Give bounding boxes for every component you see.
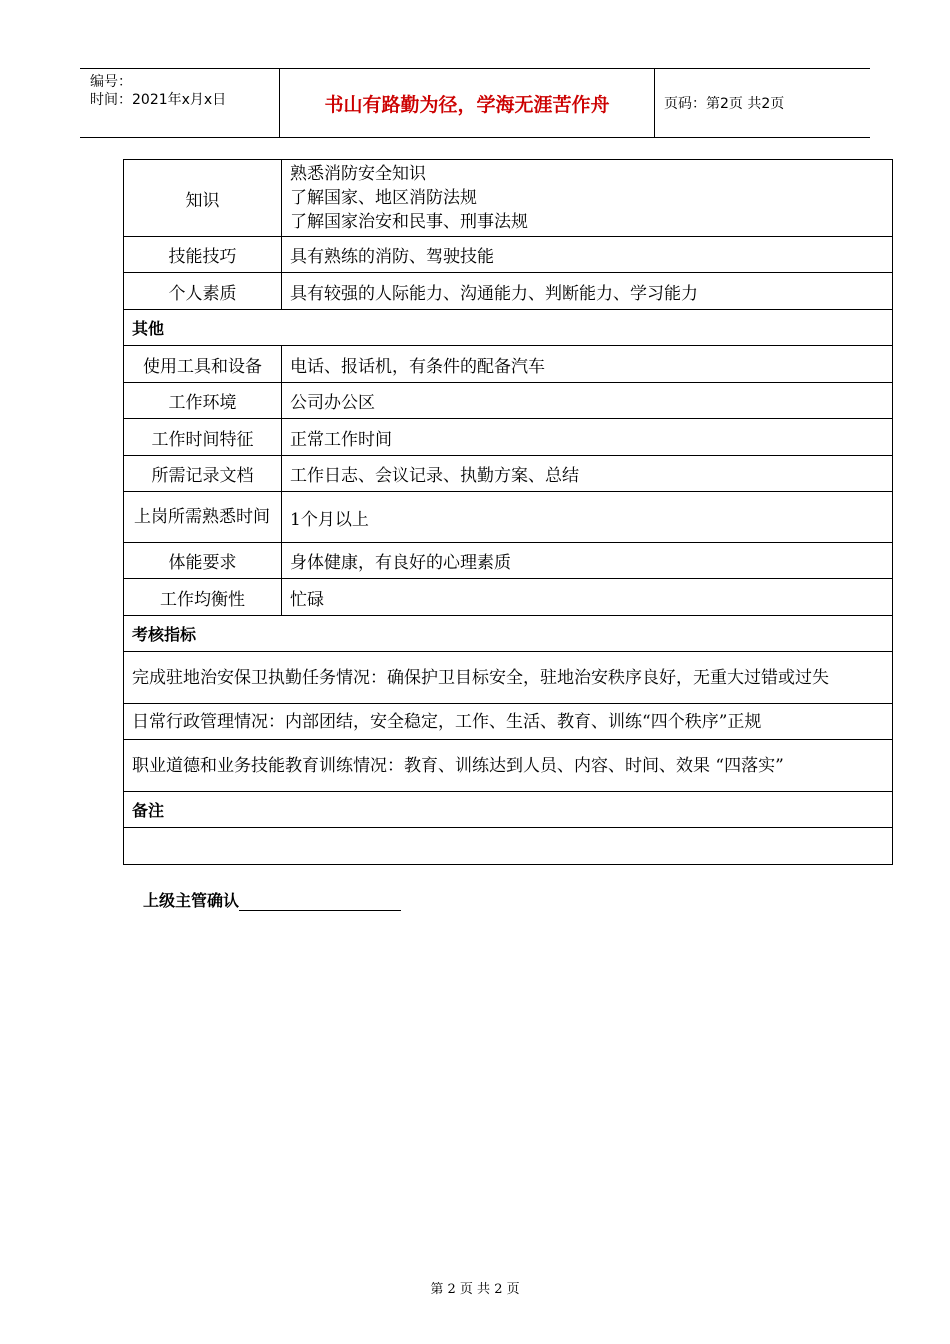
environment-value: 公司办公区 <box>282 383 893 419</box>
knowledge-line: 了解国家、地区消防法规 <box>290 188 477 208</box>
row-physical <box>124 543 893 579</box>
supervisor-confirmation <box>143 888 401 911</box>
number-label: 编号： <box>90 74 132 90</box>
tools-value: 电话、报话机，有条件的配备汽车 <box>282 346 893 383</box>
header-page-info: 页码：第2页 共2页 <box>664 96 785 112</box>
page-footer: 第 2 页 共 2 页 <box>430 1282 520 1297</box>
signature-line[interactable] <box>239 892 401 911</box>
assessment-text: 完成驻地治安保卫执勤任务情况：确保护卫目标安全，驻地治安秩序良好，无重大过错或过失 <box>124 652 893 704</box>
knowledge-value <box>282 160 893 237</box>
physical-label: 体能要求 <box>124 543 282 579</box>
supervisor-label: 上级主管确认 <box>143 891 240 910</box>
section-other <box>124 310 893 346</box>
section-assessment <box>124 616 893 652</box>
assessment-item <box>124 704 893 740</box>
row-balance <box>124 579 893 616</box>
assessment-text: 职业道德和业务技能教育训练情况：教育、训练达到人员、内容、时间、效果 “四落实” <box>124 740 893 792</box>
row-tools <box>124 346 893 383</box>
skills-label: 技能技巧 <box>124 237 282 273</box>
time-label: 时间：2021年x月x日 <box>90 92 227 108</box>
row-records <box>124 456 893 492</box>
section-remarks-title: 备注 <box>124 792 893 828</box>
section-assessment-title: 考核指标 <box>124 616 893 652</box>
header-meta <box>80 69 280 137</box>
balance-label: 工作均衡性 <box>124 579 282 616</box>
assessment-item <box>124 740 893 792</box>
quality-label: 个人素质 <box>124 273 282 310</box>
remarks-value <box>124 828 893 865</box>
knowledge-line: 了解国家治安和民事、刑事法规 <box>290 212 528 232</box>
assessment-text: 日常行政管理情况：内部团结，安全稳定，工作、生活、教育、训练“四个秩序”正规 <box>124 704 893 740</box>
row-worktime <box>124 419 893 456</box>
row-quality <box>124 273 893 310</box>
quality-value: 具有较强的人际能力、沟通能力、判断能力、学习能力 <box>282 273 893 310</box>
row-familiar <box>124 492 893 543</box>
worktime-label: 工作时间特征 <box>124 419 282 456</box>
row-skills <box>124 237 893 273</box>
job-description-table <box>123 159 893 865</box>
familiar-value: 1个月以上 <box>282 492 893 543</box>
section-remarks <box>124 792 893 828</box>
physical-value: 身体健康，有良好的心理素质 <box>282 543 893 579</box>
environment-label: 工作环境 <box>124 383 282 419</box>
tools-label: 使用工具和设备 <box>124 346 282 383</box>
knowledge-label: 知识 <box>124 160 282 237</box>
worktime-value: 正常工作时间 <box>282 419 893 456</box>
assessment-item <box>124 652 893 704</box>
familiar-label: 上岗所需熟悉时间 <box>124 492 282 543</box>
balance-value: 忙碌 <box>282 579 893 616</box>
row-knowledge <box>124 160 893 237</box>
records-value: 工作日志、会议记录、执勤方案、总结 <box>282 456 893 492</box>
section-other-title: 其他 <box>124 310 893 346</box>
row-remarks <box>124 828 893 865</box>
skills-value: 具有熟练的消防、驾驶技能 <box>282 237 893 273</box>
knowledge-line: 熟悉消防安全知识 <box>290 164 426 184</box>
row-environment <box>124 383 893 419</box>
page-header <box>80 68 870 138</box>
records-label: 所需记录文档 <box>124 456 282 492</box>
header-motto: 书山有路勤为径，学海无涯苦作舟 <box>280 69 655 137</box>
